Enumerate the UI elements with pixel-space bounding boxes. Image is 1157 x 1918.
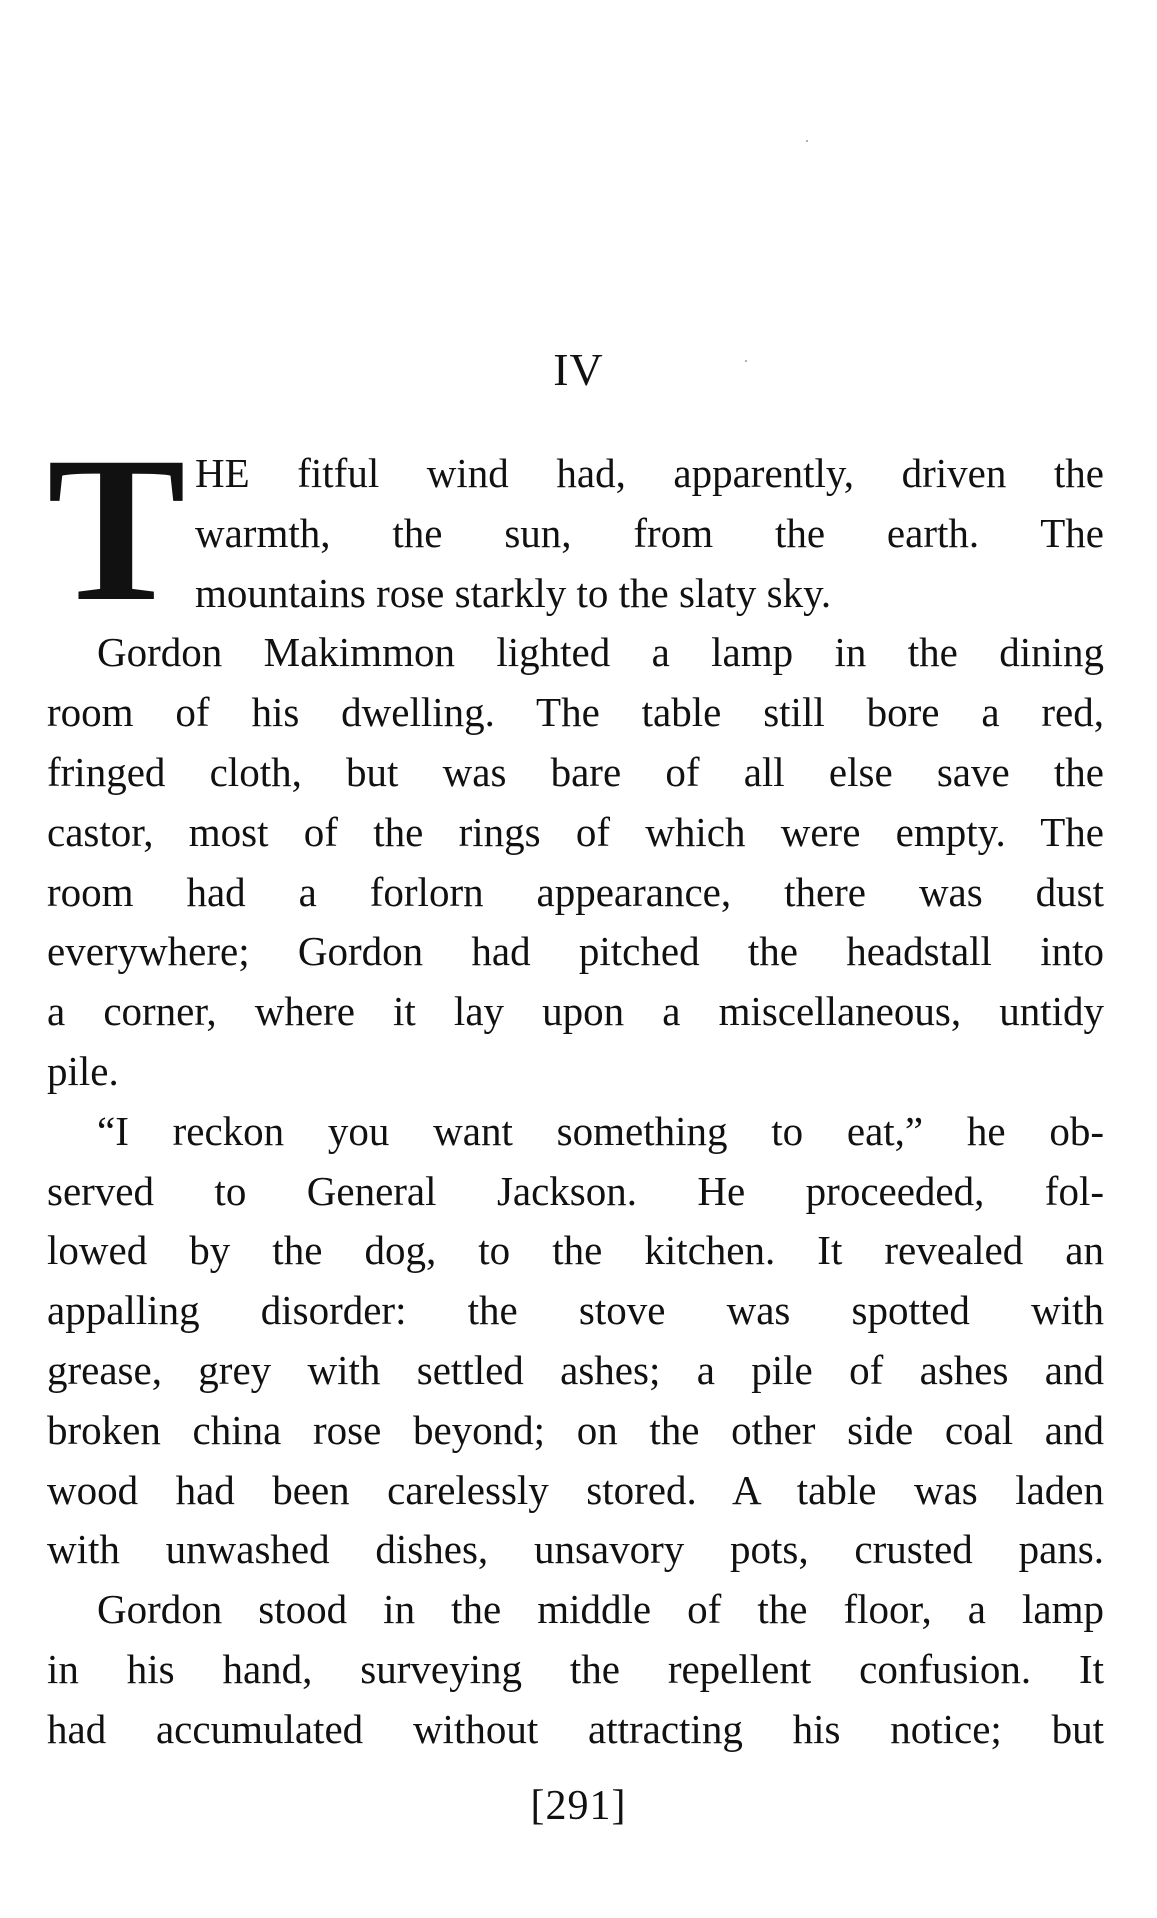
chapter-heading: IV [553, 344, 604, 395]
text-line: in his hand, surveying the repellent confusion. It [47, 1645, 1104, 1692]
text-line: with unwashed dishes, unsavory pots, crusted pans. [47, 1526, 1104, 1573]
text-line: castor, most of the rings of which were empty. The [47, 808, 1104, 855]
text-line: HE fitful wind had, apparently, driven the [195, 450, 1104, 496]
text-line: room had a forlorn appearance, there was dust [47, 868, 1104, 915]
text-line: mountains rose starkly to the slaty sky. [195, 569, 832, 616]
text-line: warmth, the sun, from the earth. The [195, 509, 1104, 556]
text-line: broken china rose beyond; on the other side coal and [47, 1406, 1104, 1453]
text-line: grease, grey with settled ashes; a pile of ashes and [47, 1346, 1104, 1393]
text-line: pile. [47, 1047, 119, 1094]
text-line: wood had been carelessly stored. A table was laden [47, 1466, 1104, 1513]
text-line: room of his dwelling. The table still bore a red, [47, 689, 1104, 736]
page-number: [291] [530, 1783, 627, 1829]
text-line: lowed by the dog, to the kitchen. It revealed an [47, 1227, 1104, 1274]
text-line: served to General Jackson. He proceeded, fol- [47, 1167, 1104, 1214]
body-text [47, 414, 1104, 1760]
text-line: Gordon Makimmon lighted a lamp in the dining [97, 629, 1104, 676]
text-line: Gordon stood in the middle of the floor, a lamp [97, 1586, 1104, 1633]
text-line: a corner, where it lay upon a miscellaneous, untidy [47, 988, 1104, 1035]
text-line: appalling disorder: the stove was spotted with [47, 1287, 1104, 1334]
text-line: fringed cloth, but was bare of all else save the [47, 748, 1104, 795]
speck-mark [806, 140, 808, 142]
text-line: “I reckon you want something to eat,” he ob- [97, 1107, 1104, 1154]
text-line: everywhere; Gordon had pitched the headstall into [47, 928, 1104, 975]
drop-cap: T [47, 414, 186, 644]
text-line: had accumulated without attracting his notice; but [47, 1705, 1104, 1752]
